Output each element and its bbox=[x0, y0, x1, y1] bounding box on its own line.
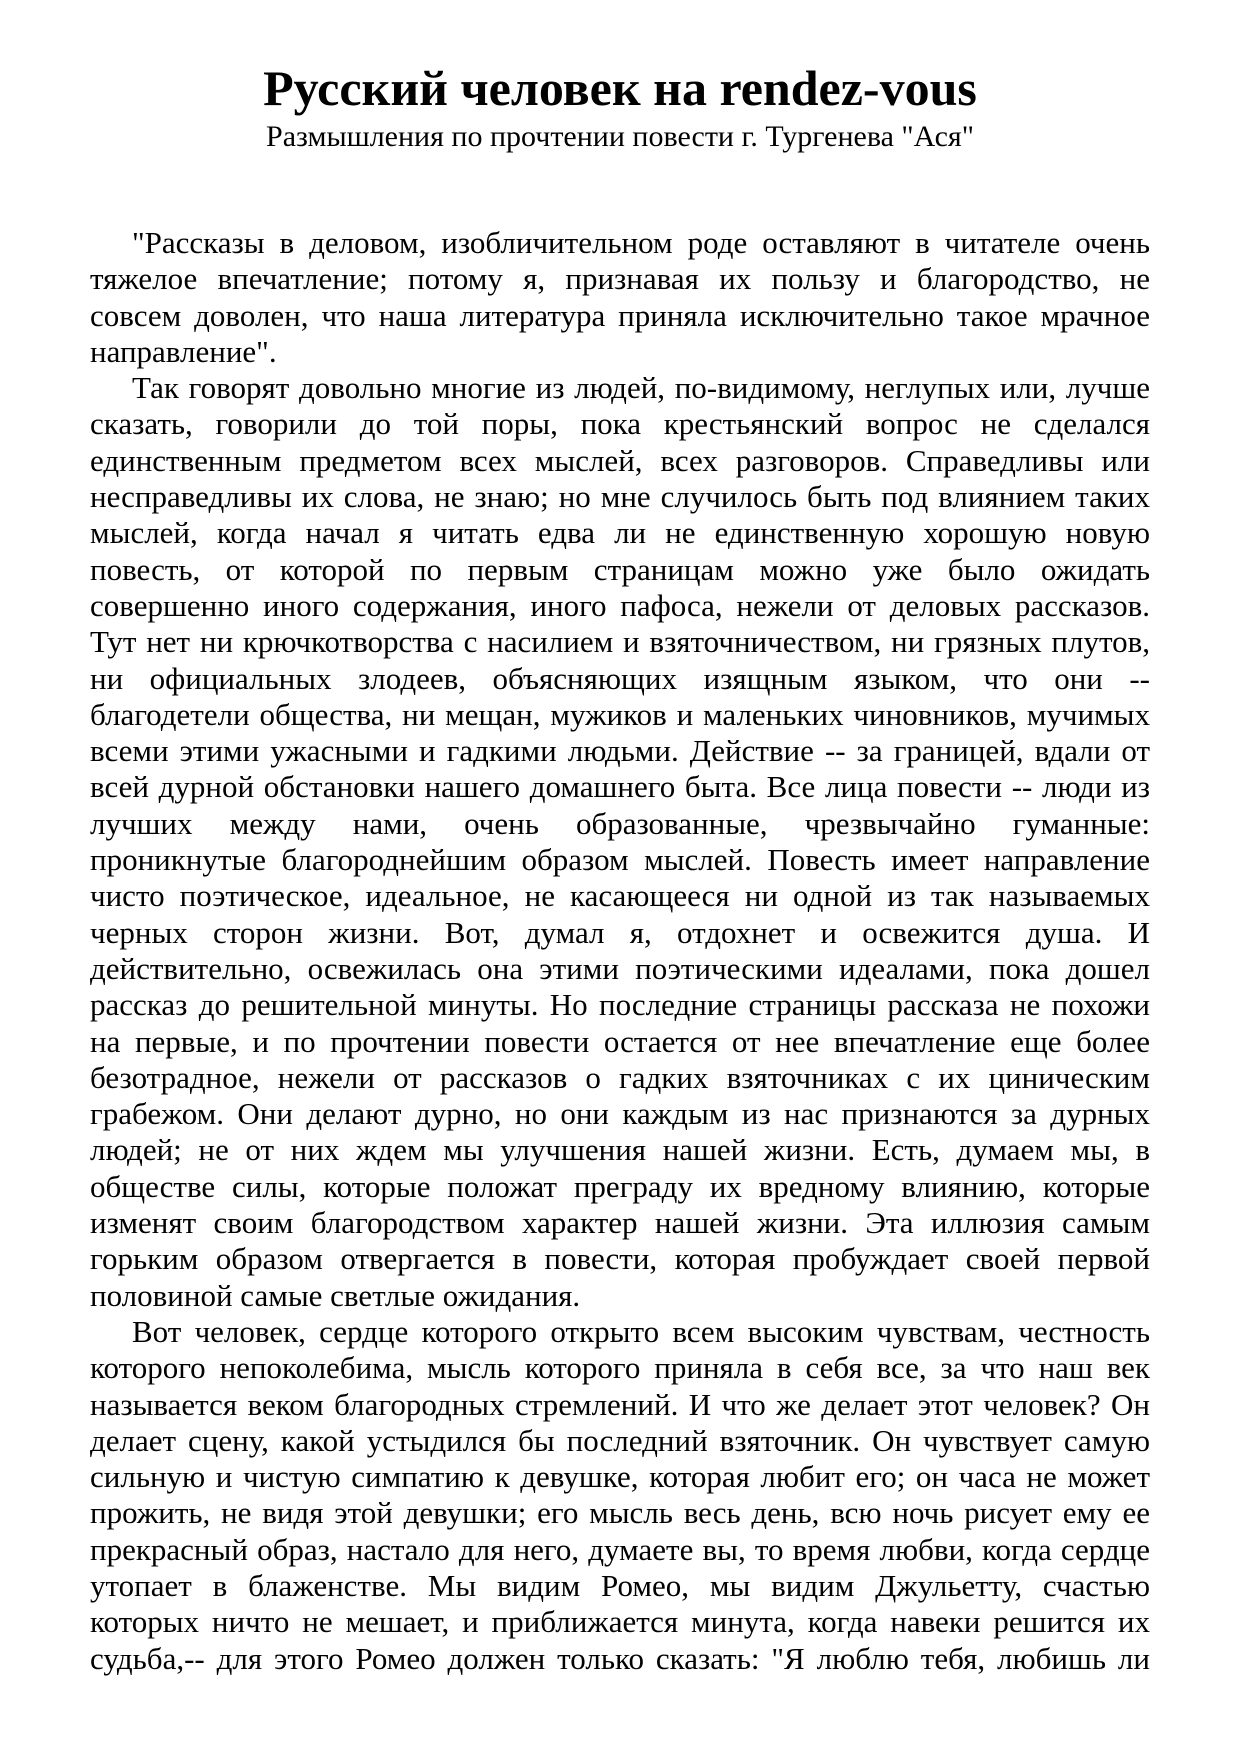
paragraph bbox=[90, 370, 1150, 1314]
paragraph-line: тяжелое впечатление; потому я, признавая их пользу и благородство, не bbox=[90, 261, 1150, 297]
paragraph-line: Тут нет ни крючкотворства с насилием и взяточничеством, ни грязных плутов, bbox=[90, 624, 1150, 660]
paragraph bbox=[90, 225, 1150, 370]
paragraph-line: которых ничто не мешает, и приближается минута, когда навеки решится их bbox=[90, 1604, 1150, 1640]
document-body bbox=[90, 225, 1150, 1677]
paragraph-line: совсем доволен, что наша литература приняла исключительно такое мрачное bbox=[90, 297, 1150, 333]
paragraph-line: благодетели общества, ни мещан, мужиков и маленьких чиновников, мучимых bbox=[90, 696, 1150, 732]
paragraph-line: сказать, говорили до той поры, пока крестьянский вопрос не сделался bbox=[90, 406, 1150, 442]
paragraph-line: прекрасный образ, настало для него, думаете вы, то время любви, когда сердце bbox=[90, 1531, 1150, 1567]
paragraph-line: повесть, от которой по первым страницам можно уже было ожидать bbox=[90, 551, 1150, 587]
paragraph-line: обществе силы, которые положат преграду их вредному влиянию, которые bbox=[90, 1168, 1150, 1204]
paragraph-line: всеми этими ужасными и гадкими людьми. Действие -- за границей, вдали от bbox=[90, 733, 1150, 769]
paragraph-line: грабежом. Они делают дурно, но они каждым из нас признаются за дурных bbox=[90, 1096, 1150, 1132]
paragraph-line: чисто поэтическое, идеальное, не касающееся ни одной из так называемых bbox=[90, 878, 1150, 914]
paragraph-line: судьба,-- для этого Ромео должен только сказать: "Я люблю тебя, любишь ли bbox=[90, 1640, 1150, 1676]
paragraph-line: единственным предметом всех мыслей, всех разговоров. Справедливы или bbox=[90, 442, 1150, 478]
paragraph bbox=[90, 1314, 1150, 1677]
paragraph-line: делает сцену, какой устыдился бы последний взяточник. Он чувствует самую bbox=[90, 1422, 1150, 1458]
paragraph-line: изменят своим благородством характер нашей жизни. Эта иллюзия самым bbox=[90, 1205, 1150, 1241]
paragraph-line: на первые, и по прочтении повести остается от нее впечатление еще более bbox=[90, 1023, 1150, 1059]
paragraph-line: несправедливы их слова, не знаю; но мне случилось быть под влиянием таких bbox=[90, 479, 1150, 515]
paragraph-line: ни официальных злодеев, объясняющих изящным языком, что они -- bbox=[90, 660, 1150, 696]
paragraph-line: безотрадное, нежели от рассказов о гадких взяточниках с их циническим bbox=[90, 1059, 1150, 1095]
paragraph-line: направление". bbox=[90, 333, 277, 369]
paragraph-line: всей дурной обстановки нашего домашнего быта. Все лица повести -- люди из bbox=[90, 769, 1150, 805]
paragraph-line: которого непоколебима, мысль которого приняла в себя все, за что наш век bbox=[90, 1350, 1150, 1386]
paragraph-line: совершенно иного содержания, иного пафоса, нежели от деловых рассказов. bbox=[90, 587, 1150, 623]
paragraph-line: прожить, не видя этой девушки; его мысль весь день, всю ночь рисует ему ее bbox=[90, 1495, 1150, 1531]
paragraph-line: утопает в блаженстве. Мы видим Ромео, мы видим Джульетту, счастью bbox=[90, 1567, 1150, 1603]
paragraph-line: половиной самые светлые ожидания. bbox=[90, 1277, 581, 1313]
paragraph-line: мыслей, когда начал я читать едва ли не единственную хорошую новую bbox=[90, 515, 1150, 551]
paragraph-line: действительно, освежилась она этими поэтическими идеалами, пока дошел bbox=[90, 950, 1150, 986]
paragraph-line: рассказ до решительной минуты. Но последние страницы рассказа не похожи bbox=[90, 987, 1150, 1023]
paragraph-line: Вот человек, сердце которого открыто всем высоким чувствам, честность bbox=[132, 1313, 1150, 1349]
paragraph-line: черных сторон жизни. Вот, думал я, отдохнет и освежится душа. И bbox=[90, 914, 1150, 950]
paragraph-line: называется веком благородных стремлений. И что же делает этот человек? Он bbox=[90, 1386, 1150, 1422]
paragraph-line: людей; не от них ждем мы улучшения нашей жизни. Есть, думаем мы, в bbox=[90, 1132, 1150, 1168]
paragraph-line: "Рассказы в деловом, изобличительном роде оставляют в читателе очень bbox=[132, 225, 1150, 260]
paragraph-line: горьким образом отвергается в повести, которая пробуждает своей первой bbox=[90, 1241, 1150, 1277]
paragraph-line: проникнутые благороднейшим образом мыслей. Повесть имеет направление bbox=[90, 842, 1150, 878]
document-subtitle: Размышления по прочтении повести г. Тургенева "Ася" bbox=[266, 120, 974, 153]
paragraph-line: Так говорят довольно многие из людей, по-видимому, неглупых или, лучше bbox=[132, 370, 1150, 406]
document-title: Русский человек на rendez-vous bbox=[263, 60, 977, 116]
paragraph-line: сильную и чистую симпатию к девушке, которая любит его; он часа не может bbox=[90, 1459, 1150, 1495]
paragraph-line: лучших между нами, очень образованные, чрезвычайно гуманные: bbox=[90, 805, 1150, 841]
